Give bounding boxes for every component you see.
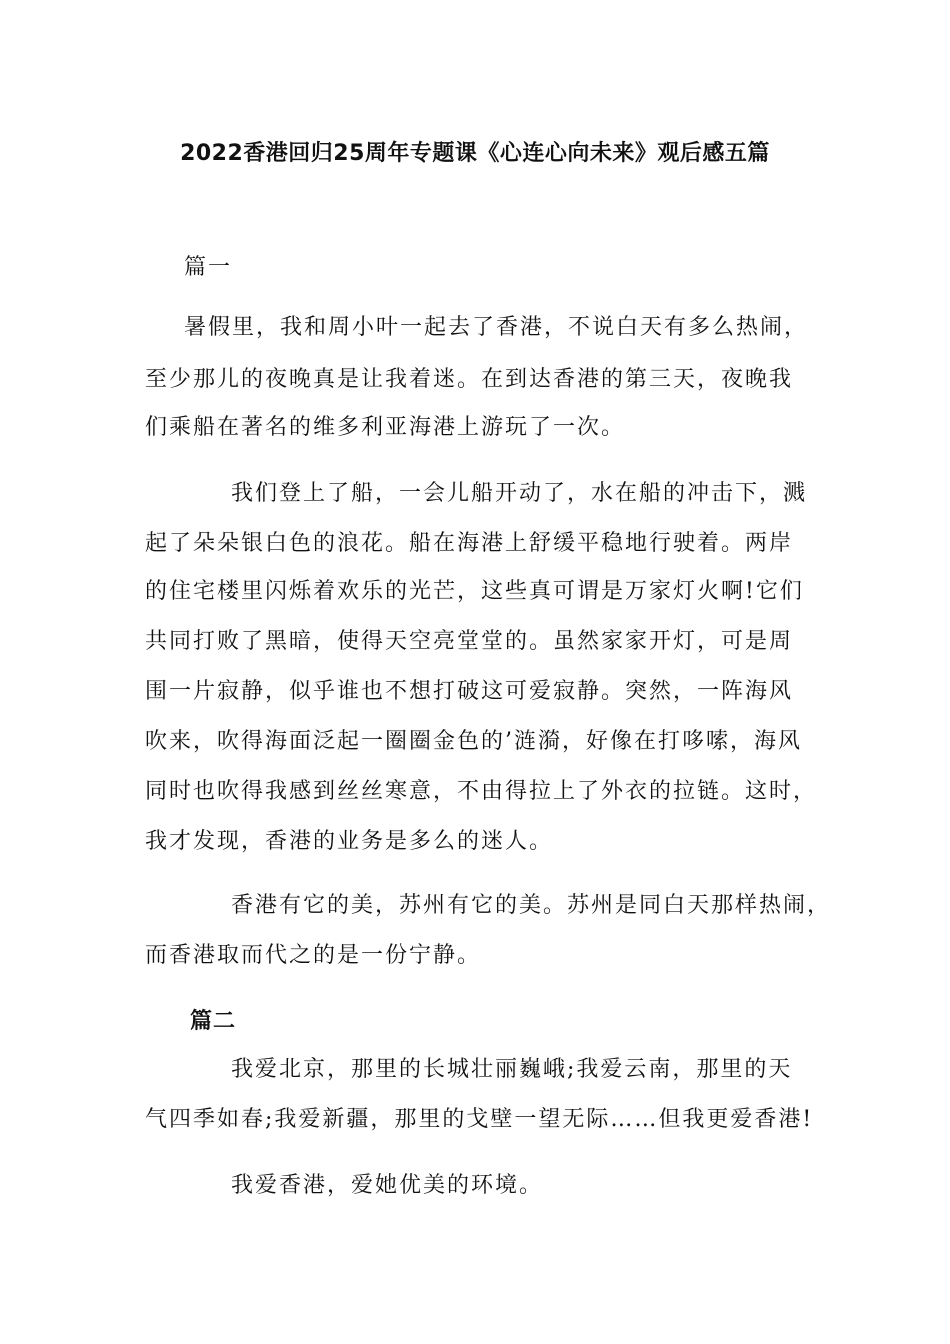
section-heading: 篇二 (190, 1009, 237, 1034)
paragraph-line: 我才发现，香港的业务是多么的迷人。 (145, 829, 554, 854)
paragraph-line: 暑假里，我和周小叶一起去了香港，不说白天有多么热闹， (184, 315, 809, 340)
paragraph-line: 们乘船在著名的维多利亚海港上游玩了一次。 (145, 415, 626, 440)
paragraph-line: 而香港取而代之的是一份宁静。 (145, 943, 482, 968)
paragraph-line: 气四季如春;我爱新疆，那里的戈壁一望无际……但我更爱香港! (145, 1107, 814, 1132)
paragraph-line: 的住宅楼里闪烁着欢乐的光芒，这些真可谓是万家灯火啊!它们 (145, 579, 804, 604)
paragraph-line: 至少那儿的夜晚真是让我着迷。在到达香港的第三天，夜晚我 (145, 367, 794, 392)
paragraph-line: 共同打败了黑暗，使得天空亮堂堂的。虽然家家开灯，可是周 (145, 629, 794, 654)
paragraph-line: 我们登上了船，一会儿船开动了，水在船的冲击下，溅 (231, 481, 808, 506)
paragraph-line: 香港有它的美，苏州有它的美。苏州是同白天那样热闹， (231, 893, 832, 918)
paragraph-line: 围一片寂静，似乎谁也不想打破这可爱寂静。突然，一阵海风 (145, 679, 794, 704)
paragraph-line: 同时也吹得我感到丝丝寒意，不由得拉上了外衣的拉链。这时， (145, 779, 818, 804)
paragraph-line: 我爱香港，爱她优美的环境。 (231, 1173, 544, 1198)
paragraph-line: 起了朵朵银白色的浪花。船在海港上舒缓平稳地行驶着。两岸 (145, 531, 794, 556)
paragraph-line: 我爱北京，那里的长城壮丽巍峨;我爱云南，那里的天 (231, 1057, 793, 1082)
paragraph-line: 吹来，吹得海面泛起一圈圈金色的’涟漪，好像在打哆嗦，海风 (145, 729, 802, 754)
section-heading: 篇一 (184, 255, 233, 280)
document-title: 2022香港回归25周年专题课《心连心向未来》观后感五篇 (180, 141, 770, 166)
